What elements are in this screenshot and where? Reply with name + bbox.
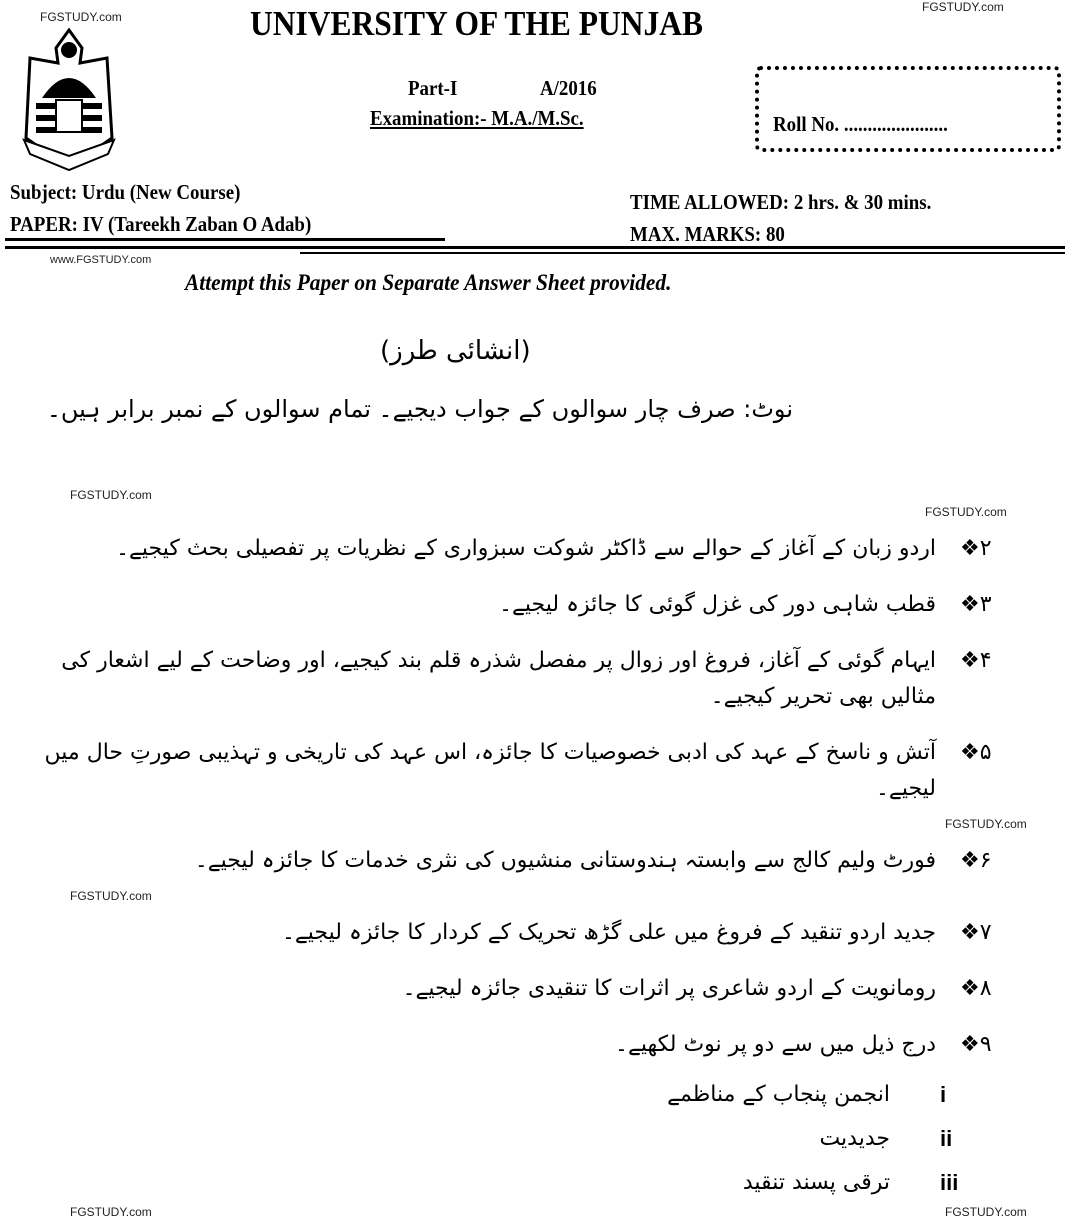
roll-number-box — [755, 66, 1061, 152]
bullet-icon: ❖ — [960, 920, 980, 945]
watermark: FGSTUDY.com — [945, 1205, 1027, 1219]
bullet-icon: ❖ — [960, 976, 980, 1001]
sub-item-text: انجمن پنجاب کے مناظمے — [667, 1082, 890, 1107]
question-text: اردو زبان کے آغاز کے حوالے سے ڈاکٹر شوکت سبزواری کے نظریات پر تفصیلی بحث کیجیے۔ — [116, 536, 936, 561]
watermark: FGSTUDY.com — [922, 0, 1004, 14]
sub-item-number: ii — [940, 1126, 953, 1151]
watermark: FGSTUDY.com — [70, 1205, 152, 1219]
question-item — [10, 1017, 1060, 1073]
watermark: FGSTUDY.com — [70, 889, 152, 903]
subject-label: Subject: Urdu (New Course) — [10, 180, 241, 204]
question-text: رومانویت کے اردو شاعری پر اثرات کا تنقیدی جائزہ لیجیے۔ — [402, 976, 936, 1001]
max-marks: MAX. MARKS: 80 — [630, 222, 785, 246]
section-title: (انشائی طرز) — [380, 336, 531, 366]
sub-item-text: جدیدیت — [819, 1126, 890, 1151]
question-number: ❖۳ — [960, 592, 992, 617]
divider — [5, 238, 445, 241]
watermark: FGSTUDY.com — [945, 817, 1027, 831]
sub-item — [10, 1073, 1060, 1117]
question-item — [10, 833, 1060, 889]
bullet-icon: ❖ — [960, 536, 980, 561]
watermark: FGSTUDY.com — [925, 505, 1007, 519]
part-label: Part-I — [408, 76, 458, 100]
question-number: ❖۹ — [960, 1032, 992, 1057]
question-number: ❖۶ — [960, 848, 992, 873]
question-item — [10, 633, 1060, 725]
watermark: www.FGSTUDY.com — [50, 254, 152, 266]
question-text: فورٹ ولیم کالج سے وابستہ ہندوستانی منشیوں کی نثری خدمات کا جائزہ لیجیے۔ — [194, 848, 936, 873]
question-number: ❖۷ — [960, 920, 992, 945]
question-item — [10, 905, 1060, 961]
bullet-icon: ❖ — [960, 740, 980, 765]
bullet-icon: ❖ — [960, 648, 980, 673]
time-allowed: TIME ALLOWED: 2 hrs. & 30 mins. — [630, 190, 932, 214]
examination-label: Examination:- M.A./M.Sc. — [370, 106, 584, 130]
university-name: UNIVERSITY OF THE PUNJAB — [250, 4, 704, 43]
watermark: FGSTUDY.com — [70, 488, 152, 502]
watermark: FGSTUDY.com — [40, 10, 122, 24]
question-text: درج ذیل میں سے دو پر نوٹ لکھیے۔ — [615, 1032, 936, 1057]
question-number: ❖۸ — [960, 976, 992, 1001]
roll-number-field: Roll No. ...................... — [773, 112, 948, 136]
university-crest-logo — [12, 28, 127, 173]
bullet-icon: ❖ — [960, 848, 980, 873]
question-number: ❖۴ — [960, 648, 992, 673]
question-list — [10, 505, 1060, 1221]
question-text: آتش و ناسخ کے عہد کی ادبی خصوصیات کا جائزہ، اس عہد کی تاریخی و تہذیبی صورتِ حال میں لیجیے۔ — [44, 740, 936, 801]
question-text: ایہام گوئی کے آغاز، فروغ اور زوال پر مفصل شذرہ قلم بند کیجیے، اور وضاحت کے لیے اشعار کی مثالیں بھی تحریر کیجیے۔ — [61, 648, 936, 709]
bullet-icon: ❖ — [960, 592, 980, 617]
divider — [5, 246, 1065, 249]
question-item — [10, 961, 1060, 1017]
sub-item-number: iii — [940, 1170, 959, 1195]
sub-item — [10, 1161, 1060, 1205]
question-number: ❖۵ — [960, 740, 992, 765]
question-text: جدید اردو تنقید کے فروغ میں علی گڑھ تحریک کے کردار کا جائزہ لیجیے۔ — [281, 920, 936, 945]
sub-item-text: ترقی پسند تنقید — [742, 1170, 890, 1195]
question-item — [10, 725, 1060, 817]
paper-label: PAPER: IV (Tareekh Zaban O Adab) — [10, 212, 312, 236]
bullet-icon: ❖ — [960, 1032, 980, 1057]
instruction: Attempt this Paper on Separate Answer Sheet provided. — [185, 270, 672, 295]
sub-item-number: i — [940, 1082, 947, 1107]
question-number: ❖۲ — [960, 536, 992, 561]
question-text: قطب شاہی دور کی غزل گوئی کا جائزہ لیجیے۔ — [499, 592, 936, 617]
note: نوٹ: صرف چار سوالوں کے جواب دیجیے۔ تمام سوالوں کے نمبر برابر ہیں۔ — [46, 395, 793, 423]
session-label: A/2016 — [540, 76, 597, 100]
question-item — [10, 577, 1060, 633]
sub-item — [10, 1117, 1060, 1161]
divider — [300, 252, 1065, 254]
question-item — [10, 521, 1060, 577]
